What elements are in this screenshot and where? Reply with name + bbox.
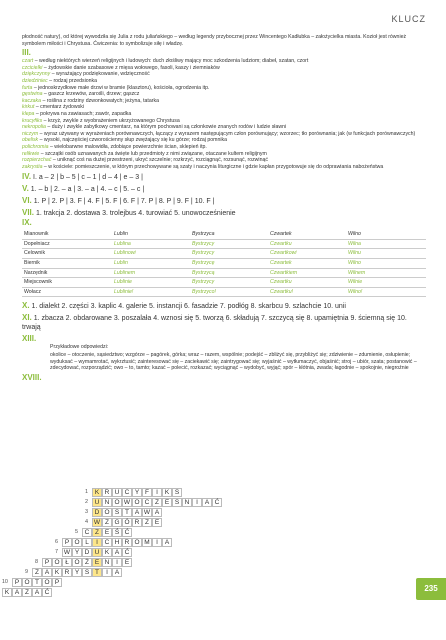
crossword-row — [32, 568, 122, 577]
section-xi — [22, 313, 426, 332]
section-ix-label: IX. — [22, 218, 32, 228]
dictionary-term: zakrystia — [22, 163, 43, 170]
crossword-cell: O — [132, 498, 142, 507]
crossword-cell: K — [2, 588, 12, 597]
dictionary-term: kaczaka — [22, 97, 42, 104]
crossword-cell: O — [102, 508, 112, 517]
crossword-cell: Ó — [122, 518, 132, 527]
crossword-cell: S — [112, 508, 122, 517]
crossword-cell: R — [62, 568, 72, 577]
table-cell: Czwartek — [268, 259, 346, 269]
table-cell: Bystrzycy — [190, 249, 268, 259]
declension-table — [22, 230, 426, 297]
crossword-cell: R — [132, 518, 142, 527]
dictionary-entry — [22, 111, 426, 118]
crossword-key-cell: T — [92, 568, 102, 577]
table-cell: Bystrzycą — [190, 268, 268, 278]
dictionary-entry — [22, 65, 426, 72]
crossword-cell: Y — [72, 548, 82, 557]
dictionary-term: relikwie — [22, 150, 40, 157]
crossword-cell: S — [172, 488, 182, 497]
crossword-cell: O — [112, 498, 122, 507]
dictionary-definition: – krzyż, zwykle z wyobrażeniem ukrzyżowanego Chrystusa — [42, 117, 180, 124]
section-vii-label: VII. — [22, 208, 35, 218]
table-cell: Celownik — [22, 249, 112, 259]
dictionary-entry — [22, 137, 426, 144]
table-cell: Bystrzycy — [190, 239, 268, 249]
table-cell: Lublinem — [112, 268, 190, 278]
section-x — [22, 301, 426, 311]
table-row — [22, 278, 426, 288]
crossword-cell: P — [12, 578, 22, 587]
crossword-cell: U — [112, 488, 122, 497]
crossword-clue-number: 2 — [84, 499, 88, 505]
table-cell: Czwartek — [268, 230, 346, 239]
dictionary-definition: – według niektórych wierzeń religijnych i ludowych: duch złośliwy mający moc szkodzenia ludziom; diabeł, szatan, czort — [33, 58, 309, 65]
section-xiii — [22, 334, 426, 371]
crossword-cell: A — [12, 588, 22, 597]
section-xi-label: XI. — [22, 313, 32, 323]
crossword-clue-number: 9 — [24, 569, 28, 575]
crossword-clue-number: 3 — [84, 509, 88, 515]
crossword-cell: K — [52, 568, 62, 577]
crossword-cell: F — [142, 488, 152, 497]
section-xi-text: 1. zbacza 2. obdarowane 3. poszalała 4. wznosi się 5. tworzą 6. składują 7. szczycą się 8. upamiętnia 9. ściemną się 10. trwają — [22, 315, 407, 332]
crossword-cell: Ś — [112, 528, 122, 537]
crossword-cell: E — [102, 528, 112, 537]
table-cell: Bystrzyca — [190, 230, 268, 239]
dictionary-definition: – wyrażający podziękowanie, wdzięczność — [50, 71, 150, 78]
dictionary-definition: – gaszcz krzewów, zarośli, drzew; gąszcz — [42, 91, 140, 98]
table-cell: Mianownik — [22, 230, 112, 239]
dictionary-term: rozpierzchać — [22, 157, 52, 164]
crossword-cell: Y — [72, 568, 82, 577]
dictionary-term: niczym — [22, 130, 39, 137]
crossword-cell: C — [82, 528, 92, 537]
crossword-cell: O — [72, 558, 82, 567]
section-iv-label: IV. — [22, 172, 32, 182]
crossword-cell: P — [42, 558, 52, 567]
crossword-cell: I — [192, 498, 202, 507]
crossword-cell: I — [152, 488, 162, 497]
dictionary-definition: – uniknąć coś na dużej przestrzeni, ukryć szczelnie; rozkrzyć, rozciągnąć, rozsunąć, rozwinąć — [51, 157, 268, 164]
dictionary-term: furta — [22, 84, 33, 91]
crossword-cell: C — [142, 498, 152, 507]
section-x-label: X. — [22, 301, 30, 311]
dictionary-term: kirkut — [22, 104, 35, 111]
crossword-key-cell: U — [92, 548, 102, 557]
table-cell: Czwartku — [268, 278, 346, 288]
crossword-cell: Ć — [122, 528, 132, 537]
dictionary-term: dziękczynny — [22, 71, 51, 78]
crossword-cell: E — [162, 498, 172, 507]
crossword-cell: D — [82, 548, 92, 557]
dictionary-definition: – jednoskrzydłowe małe drzwi w bramie (klasztoru), kościoła, ogrodzenia itp. — [32, 84, 210, 91]
dictionary-definition: – rodzaj przedsionka — [47, 77, 97, 84]
table-cell: Dopełniacz — [22, 239, 112, 249]
table-cell: Lublin — [112, 259, 190, 269]
table-cell: Lublinowi — [112, 249, 190, 259]
crossword-clue-number: 4 — [84, 519, 88, 525]
table-cell: Wołacz — [22, 287, 112, 297]
section-xiii-intro: Przykładowe odpowiedzi: — [50, 344, 109, 351]
crossword-cell: S — [172, 498, 182, 507]
section-iv — [22, 172, 426, 182]
section-v — [22, 184, 426, 194]
dictionary-term: gęstwina — [22, 91, 43, 98]
table-cell: Czwartku! — [268, 287, 346, 297]
crossword-cell: T — [122, 508, 132, 517]
section-iv-text: I. a – 2 | b – 5 | c – 1 | d – 4 | e – 3 | — [33, 174, 143, 182]
dictionary-entry — [22, 98, 426, 105]
crossword-cell: O — [22, 578, 32, 587]
table-cell: Bystrzycy — [190, 278, 268, 288]
dictionary-definition: – cmentarz żydowski — [34, 104, 84, 111]
crossword-cell: W — [143, 509, 151, 516]
table-cell: Wilno — [346, 259, 426, 269]
dictionary-term: polichromia — [22, 143, 49, 150]
dictionary-definition: – wysoki, najczęściej czworościenny słup zwężający się ku górze; rodzaj pomnika — [38, 137, 228, 144]
dictionary-entry — [22, 157, 426, 164]
dictionary-term: czart — [22, 58, 34, 65]
section-v-label: V. — [22, 184, 29, 194]
crossword-cell: Z — [142, 518, 152, 527]
page-number: 235 — [416, 578, 446, 600]
dictionary-term: obelisk — [22, 137, 39, 144]
section-vi — [22, 196, 426, 206]
table-cell: Biernik — [22, 259, 112, 269]
crossword-key-cell: D — [92, 508, 102, 517]
crossword-cell: N — [182, 498, 192, 507]
dictionary-definition: – duży i zwykle zabytkowy cmentarz, na którym pochowani są członkowie znanych rodów i ludzie sławni — [45, 124, 287, 131]
crossword-cell: K — [102, 548, 112, 557]
table-row — [22, 239, 426, 249]
section-xiii-label: XIII. — [22, 334, 37, 344]
table-cell: Narzędnik — [22, 268, 112, 278]
table-cell: Wilna — [346, 239, 426, 249]
table-cell: Wilnu — [346, 249, 426, 259]
dictionary-entry — [22, 58, 426, 65]
crossword-key-cell: Z — [92, 528, 102, 537]
section-iii — [22, 48, 426, 170]
table-cell: Bystrzyco! — [190, 287, 268, 297]
dictionary-entry — [22, 85, 426, 92]
crossword-key-cell: I — [92, 538, 102, 547]
crossword-cell: I — [112, 558, 122, 567]
crossword-cell: A — [42, 568, 52, 577]
crossword-cell: Ż — [82, 558, 92, 567]
section-vi-text: 1. P | 2. P | 3. F | 4. F | 5. F | 6. F | 7. P | 8. P | 9. F | 10. F | — [33, 198, 215, 206]
table-cell: Lublin — [112, 230, 190, 239]
table-row — [22, 268, 426, 278]
crossword-key-cell: E — [92, 558, 102, 567]
dictionary-entry — [22, 151, 426, 158]
crossword-row — [82, 528, 132, 537]
crossword-cell: I — [152, 538, 162, 547]
crossword-cell: C — [102, 538, 112, 547]
crossword-key-cell: W — [93, 519, 101, 526]
crossword-cell: Z — [22, 588, 32, 597]
crossword-row — [62, 548, 132, 557]
dictionary-definition: – wielobarwne malowidła, zdobiące powierzchnie ścian, sklepień itp. — [48, 143, 207, 150]
crossword-row — [92, 498, 222, 507]
dictionary-entry — [22, 164, 426, 171]
crossword-cell: Z — [32, 568, 42, 577]
table-cell: Wilnem — [346, 268, 426, 278]
section-v-text: 1. – b | 2. – a | 3. – a | 4. – c | 5. – c | — [30, 186, 145, 194]
crossword-cell: Ć — [212, 498, 222, 507]
crossword-cell: H — [112, 538, 122, 547]
dictionary-entry — [22, 91, 426, 98]
crossword-cell: A — [152, 508, 162, 517]
dictionary-definition: – żydowskie danie szabasowe z mięsa wołowego, fasoli, kaszy i ziemniaków — [42, 64, 220, 71]
crossword-clue-number: 8 — [34, 559, 38, 565]
crossword-cell: K — [162, 488, 172, 497]
crossword-cell: Z — [152, 498, 162, 507]
section-xviii-label: XVIII. — [22, 372, 42, 382]
dictionary-definition: – szczątki osób uznawanych za święte lub przedmioty z nimi związane, otaczane kultem religijnym — [39, 150, 267, 157]
crossword-cell: N — [102, 498, 112, 507]
table-cell: Miejscownik — [22, 278, 112, 288]
dictionary-term: dziedziniec — [22, 77, 48, 84]
crossword-clue-number: 6 — [54, 539, 58, 545]
table-row — [22, 259, 426, 269]
dictionary-term: nekropolia — [22, 124, 46, 131]
dictionary-definition: – w kościele: pomieszczenie, w którym przechowywane są szaty i naczynia liturgiczne i gdzie kapłan przygotowuje się do odprawiania nabożeństwa — [42, 163, 384, 170]
crossword-cell: O — [132, 538, 142, 547]
crossword-cell: I — [102, 568, 112, 577]
dictionary-list — [22, 58, 426, 170]
crossword-cell: R — [102, 488, 112, 497]
dictionary-entry — [22, 104, 426, 111]
crossword-cell: Ł — [62, 558, 72, 567]
crossword-cell: T — [32, 578, 42, 587]
crossword-cell: O — [42, 578, 52, 587]
crossword-row — [42, 558, 132, 567]
table-cell: Lublinie — [112, 278, 190, 288]
crossword-cell: O — [52, 558, 62, 567]
table-cell: Lublina — [112, 239, 190, 249]
crossword-cell: L — [82, 538, 92, 547]
table-row — [22, 287, 426, 297]
crossword-row — [12, 578, 62, 587]
crossword-clue-number: 1 — [84, 489, 88, 495]
crossword-cell: A — [32, 588, 42, 597]
table-cell: Wilno — [346, 230, 426, 239]
crossword-key-cell: U — [92, 498, 102, 507]
dictionary-term: krucyfiks — [22, 117, 43, 124]
crossword-row — [62, 538, 172, 547]
crossword-cell: C — [122, 488, 132, 497]
crossword-cell: P — [62, 538, 72, 547]
section-xiii-text: okolice – otoczenie, sąsiedztwo; wzgórze – pagórek, górka; wraz – razem, wspólnie; podejść – zbliżyć się, przybliżyć się; zdziwienie – zdumienie, osłupienie; wyduksać – wymamrotać, wykrztusić; zainteresować się – zaciekawić się; zaintrygować się; wyjaśnić – wytłumaczyć, objaśnić; stroj – ubiór, szata; postanowić – zdecydować, rozporządzić; owo – to, tamto; kazać – polecić, rozkazać; wyciągnąć – wydobyć, wyjąć; spór – kłótnia, zwada; łagodnie – spokojnie, niegroźnie — [50, 352, 417, 372]
crossword-key-cell: K — [92, 488, 102, 497]
crossword-cell: Ć — [122, 548, 132, 557]
dictionary-term: klepa — [22, 110, 35, 117]
crossword-cell: Z — [102, 518, 112, 527]
crossword-cell: Y — [132, 488, 142, 497]
dictionary-term: czcicielki — [22, 64, 43, 71]
crossword-cell: R — [122, 538, 132, 547]
crossword-cell: S — [82, 568, 92, 577]
crossword-clue-number: 10 — [1, 579, 8, 585]
crossword-cell: E — [152, 518, 162, 527]
crossword-cell: W — [123, 499, 131, 506]
crossword-row — [92, 508, 162, 517]
section-ix — [22, 218, 426, 297]
crossword-cell: W — [63, 549, 71, 556]
section-vii-text: 1. trakcja 2. dostawa 3. trolejbus 4. turowiać 5. unowocześnienie — [35, 210, 236, 218]
crossword-cell: M — [142, 538, 152, 547]
dictionary-entry — [22, 144, 426, 151]
crossword-cell: A — [162, 538, 172, 547]
crossword-cell: P — [52, 578, 62, 587]
page-header-title: KLUCZ — [391, 14, 426, 24]
table-cell: Czwartkiem — [268, 268, 346, 278]
dictionary-definition: – pokrywa na zawiasach; zawór, zapadka — [34, 110, 132, 117]
table-row — [22, 249, 426, 259]
intro-paragraph: płodność natury), od której wywodziła się Julia z rodu juliańskiego – według legendy przybocznej przez Wincentego Kadłubka – założycielka miasta. Kozioł jest również symbolem miłości i Chrystusa. Ćwiczenia: to symbolizuje siłę i władzę. — [22, 34, 407, 47]
crossword-row — [2, 588, 52, 597]
crossword-row — [92, 488, 182, 497]
dictionary-definition: – wyraz używany w wyrażeniach porównawczych, łączący z wyrazem następującym człon porównujący; wzorzec; tło porównania; jak (w funkcjach porównawczych) — [38, 130, 416, 137]
table-cell: Lublinie! — [112, 287, 190, 297]
crossword-cell: A — [132, 508, 142, 517]
crossword-cell: E — [122, 558, 132, 567]
table-cell: Bystrzycę — [190, 259, 268, 269]
dictionary-definition: – roślina z rodziny dzwonkowatych; jeżyna, tatarka — [41, 97, 159, 104]
section-x-text: 1. dialekt 2. części 3. kaplic 4. galerie 5. instancji 6. fasadzie 7. podłóg 8. skarbcu 9. szlachcie 10. unii — [31, 303, 346, 311]
section-iii-label: III. — [22, 48, 31, 58]
crossword-cell: A — [112, 568, 122, 577]
crossword-cell: Ć — [42, 588, 52, 597]
dictionary-entry — [22, 71, 426, 78]
table-cell: Czwartkowi — [268, 249, 346, 259]
dictionary-entry — [22, 124, 426, 131]
crossword-cell: O — [72, 538, 82, 547]
crossword-row — [92, 518, 162, 527]
dictionary-entry — [22, 118, 426, 125]
table-cell: Wilnie — [346, 278, 426, 288]
crossword-cell: A — [202, 498, 212, 507]
table-row — [22, 230, 426, 239]
dictionary-entry — [22, 78, 426, 85]
dictionary-entry — [22, 131, 426, 138]
table-cell: Wilno! — [346, 287, 426, 297]
crossword-cell: A — [112, 548, 122, 557]
section-vi-label: VI. — [22, 196, 32, 206]
crossword-clue-number: 7 — [54, 549, 58, 555]
crossword-cell: N — [102, 558, 112, 567]
crossword-cell: G — [112, 518, 122, 527]
crossword-clue-number: 5 — [74, 529, 78, 535]
section-vii — [22, 208, 426, 218]
answer-key-content — [22, 34, 426, 383]
table-cell: Czwartku — [268, 239, 346, 249]
